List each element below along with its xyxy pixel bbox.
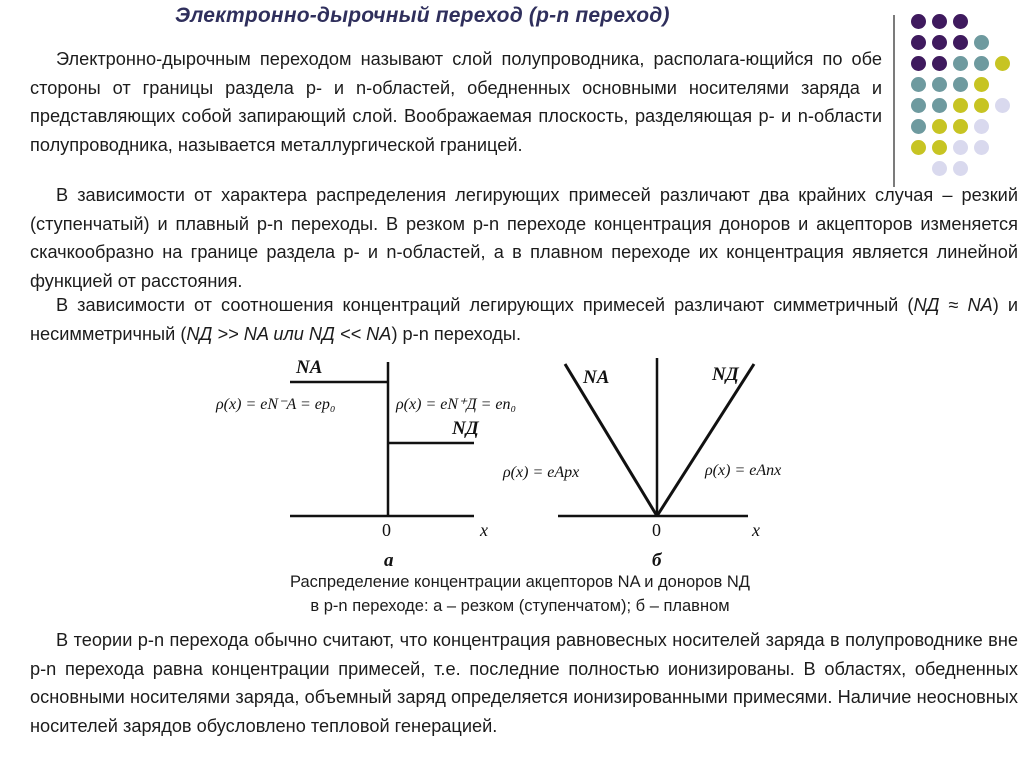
decor-dot — [932, 56, 947, 71]
decor-dot — [932, 35, 947, 50]
decor-dot — [932, 161, 947, 176]
decor-dot — [974, 98, 989, 113]
figure-a-x-label: x — [480, 520, 488, 540]
slide-title: Электронно-дырочный переход (p-n переход) — [175, 4, 670, 27]
decor-dot — [953, 140, 968, 155]
decor-dot — [953, 119, 968, 134]
decor-dot — [911, 35, 926, 50]
figure-b-nd-line — [657, 364, 754, 516]
figure-b — [502, 358, 781, 571]
paragraph-definition — [30, 45, 882, 159]
symmetric-formula: NД ≈ NA — [913, 295, 993, 315]
figure-b-letter: б — [652, 550, 662, 571]
decor-dot — [974, 77, 989, 92]
figure-a-formula-right: ρ(x) = eN⁺Д = en₀ — [396, 396, 517, 413]
paragraph-symmetry-text-c: ) p-n переходы. — [391, 323, 522, 344]
title-divider — [893, 15, 895, 187]
decor-dot — [953, 56, 968, 71]
decor-dot — [995, 56, 1010, 71]
figure-b-formula-right: ρ(x) = eAnx — [705, 462, 782, 479]
decor-dot — [932, 119, 947, 134]
decor-dot — [932, 77, 947, 92]
decor-dot — [932, 98, 947, 113]
decor-dot — [974, 35, 989, 50]
decor-dot — [953, 35, 968, 50]
figure-a-origin: 0 — [382, 520, 391, 540]
decor-dot — [974, 140, 989, 155]
asymmetric-formula: NД >> NA или NД << NA — [186, 323, 392, 344]
decor-dot — [911, 14, 926, 29]
decor-dot — [932, 140, 947, 155]
figure-caption-line1: Распределение концентрации акцепторов NA и доноров NД — [290, 573, 750, 591]
decor-dot — [932, 14, 947, 29]
decor-dot — [911, 119, 926, 134]
paragraph-transition-types — [30, 181, 1018, 295]
figure-a-formula-left: ρ(x) = eN⁻A = ep₀ — [216, 396, 336, 413]
figure-caption-line2: в p-n переходе: а – резком (ступенчатом); б – плавном — [310, 597, 730, 615]
decor-dot — [911, 98, 926, 113]
figure-b-origin: 0 — [652, 520, 661, 540]
concentration-diagram — [0, 340, 1024, 572]
decor-dot — [953, 161, 968, 176]
decor-dot — [974, 56, 989, 71]
decor-dot — [911, 56, 926, 71]
paragraph-transition-types-text: В зависимости от характера распределения легирующих примесей различают два крайних случая – резкий (ступенчатый) и плавный p-n переходы. В резком p-n переходе концентрация доноров и акцепторов изменяется скачкообразно на границе раздела p- и n-областей, а в плавном переходе их концентрация является линейной функцией от расстояния. — [30, 185, 1018, 291]
decor-dot — [953, 14, 968, 29]
figure-b-na-line — [565, 364, 657, 516]
figure-caption — [200, 570, 840, 618]
decorative-dot-grid — [906, 12, 1024, 167]
figure-b-nd-label: NД — [712, 364, 739, 385]
decor-dot — [953, 98, 968, 113]
paragraph-symmetry-text-a: В зависимости от соотношения концентраций легирующих примесей различают симметричный ( — [56, 295, 914, 315]
decor-dot — [974, 119, 989, 134]
paragraph-definition-text: Электронно-дырочным переходом называют слой полупроводника, располага-ющийся по обе стороны от границы раздела p- и n-областей, обедненных основными носителями заряда и представляющих собой запирающий слой. Воображаемая плоскость, разделяющая p- и n-области полупроводника, называется металлургической границей. — [30, 49, 882, 155]
figure-a-nd-label: NД — [452, 418, 479, 439]
figure-a — [215, 357, 516, 571]
decor-dot — [911, 77, 926, 92]
decor-dot — [953, 77, 968, 92]
decor-dot — [911, 140, 926, 155]
paragraph-theory-text: В теории p-n перехода обычно считают, что концентрация равновесных носителей заряда в полупроводнике вне p-n перехода равна концентрации примесей, т.е. последние полностью ионизированы. В областях, обедненных основными носителями заряда, объемный заряд определяется ионизированными примесями. Наличие неосновных носителей зарядов обусловлено тепловой генерацией. — [30, 630, 1018, 736]
figure-a-na-label: NA — [296, 357, 323, 378]
figure-b-x-label: x — [752, 520, 760, 540]
figure-b-na-label: NA — [583, 367, 610, 388]
figure-b-formula-left: ρ(x) = eApx — [503, 464, 580, 481]
decor-dot — [995, 98, 1010, 113]
paragraph-theory — [30, 626, 1018, 740]
figure-a-letter: а — [384, 550, 394, 571]
paragraph-symmetry-text-b: ) и несимметричный ( — [30, 295, 1018, 344]
